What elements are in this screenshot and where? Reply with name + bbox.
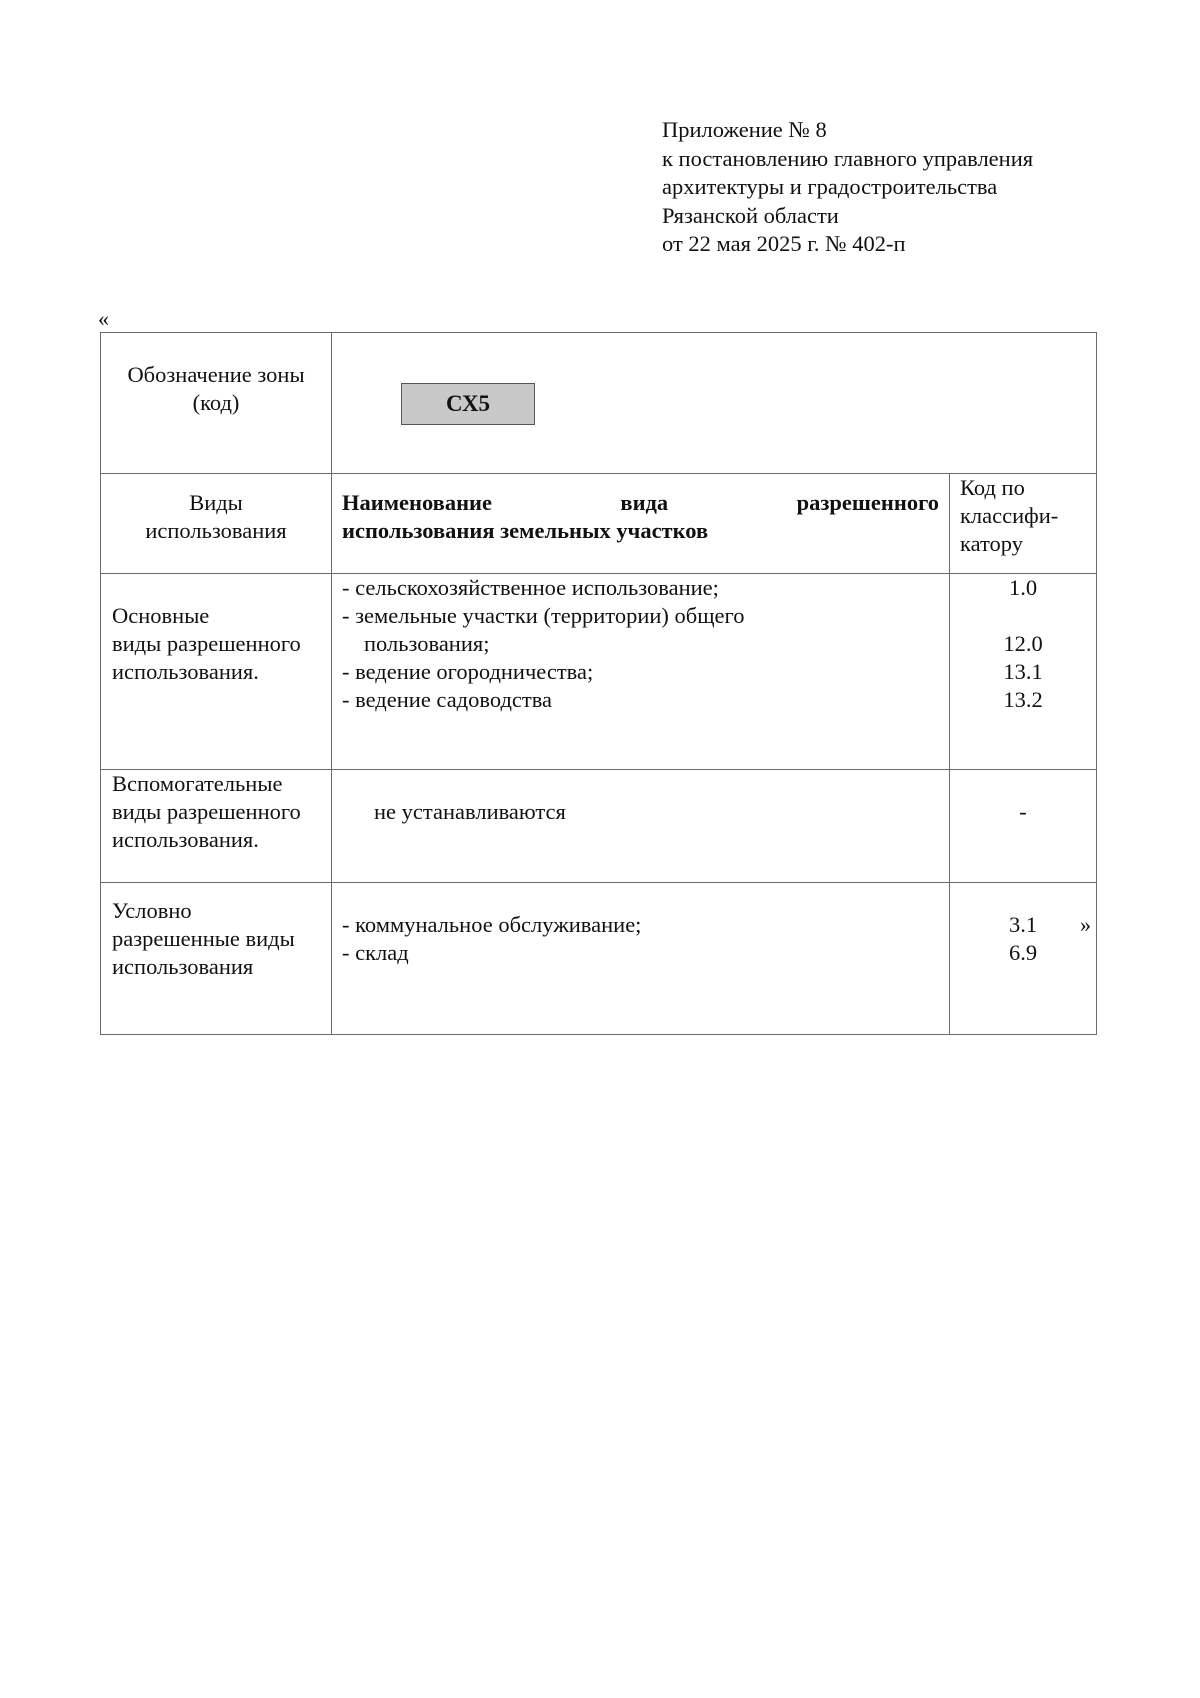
classifier-code (950, 602, 1096, 630)
header-types-line: использования (145, 518, 287, 543)
main-uses-list (332, 574, 950, 770)
cond-label-line: Условно (112, 898, 192, 923)
main-label-line: Основные (112, 603, 210, 628)
main-label-line: виды разрешенного (112, 631, 301, 656)
closing-quote: » (1080, 912, 1091, 937)
zone-row (101, 333, 1097, 474)
classifier-code: 12.0 (1003, 631, 1043, 656)
main-uses-row (101, 574, 1097, 770)
header-code-line: классифи- (960, 503, 1059, 528)
aux-label-line: Вспомогательные (112, 771, 283, 796)
zone-code-badge: СХ5 (401, 383, 535, 425)
classifier-code: 13.1 (1003, 659, 1043, 684)
appendix-header (662, 116, 1033, 259)
aux-label-line: виды разрешенного (112, 799, 301, 824)
list-item: - ведение огородничества; (342, 659, 594, 684)
list-item: - склад (342, 940, 409, 965)
aux-label-line: использования. (112, 827, 259, 852)
list-item: - ведение садоводства (342, 687, 553, 712)
list-item: пользования; (364, 631, 490, 656)
auxiliary-uses-label (101, 770, 332, 883)
table-header-row (101, 474, 1097, 574)
conditional-uses-row (101, 883, 1097, 1035)
appendix-title: Приложение № 8 (662, 117, 827, 142)
main-label-line: использования. (112, 659, 259, 684)
header-code (950, 474, 1097, 574)
conditional-uses-label (101, 883, 332, 1035)
zone-label-cell (101, 333, 332, 474)
zone-label: Обозначение зоны (127, 362, 305, 387)
header-name (332, 474, 950, 574)
header-types (101, 474, 332, 574)
appendix-line: Рязанской области (662, 202, 839, 228)
appendix-line: к постановлению главного управления (662, 145, 1034, 171)
classifier-code: 1.0 (1008, 575, 1038, 600)
auxiliary-uses-row (101, 770, 1097, 883)
conditional-uses-codes (950, 883, 1097, 1035)
classifier-code: 6.9 (1008, 940, 1038, 965)
opening-quote: « (98, 306, 109, 331)
zone-table (100, 332, 1097, 1035)
cond-label-line: разрешенные виды (112, 926, 295, 951)
aux-value-text: не устанавливаются (374, 799, 566, 824)
cond-label-line: использования (112, 954, 254, 979)
header-code-line: Код по (960, 475, 1025, 500)
header-name-line: Наименование вида разрешенного (342, 490, 939, 515)
header-name-line: использования земельных участков (342, 518, 709, 543)
classifier-code: 3.1 (1008, 912, 1038, 937)
classifier-code: - (1019, 799, 1027, 824)
appendix-line: архитектуры и градостроительства (662, 174, 998, 199)
conditional-uses-list (332, 883, 950, 1035)
auxiliary-uses-code (950, 770, 1097, 883)
list-item: - сельскохозяйственное использование; (342, 575, 719, 600)
main-uses-codes (950, 574, 1097, 770)
appendix-date-number: от 22 мая 2025 г. № 402-п (662, 231, 906, 256)
main-uses-label (101, 574, 332, 770)
list-item: - земельные участки (территории) общего (342, 603, 745, 628)
header-types-line: Виды (189, 490, 243, 515)
auxiliary-uses-value (332, 770, 950, 883)
zone-label-code: (код) (192, 390, 240, 415)
header-code-line: катору (960, 531, 1023, 556)
zone-code-cell (332, 333, 1097, 474)
list-item: - коммунальное обслуживание; (342, 912, 642, 937)
classifier-code: 13.2 (1003, 687, 1043, 712)
